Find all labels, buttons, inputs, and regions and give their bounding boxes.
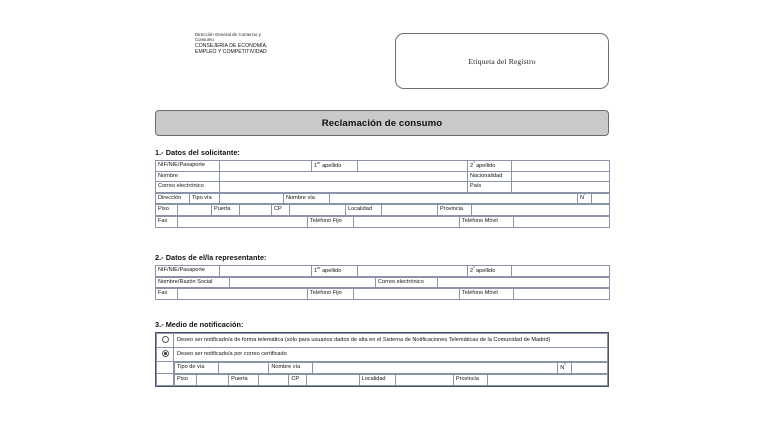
label-primer-apellido: 1er apellido bbox=[312, 161, 358, 172]
org-line-2: Consumo bbox=[195, 37, 214, 43]
label-notif-puerta: Puerta bbox=[229, 374, 259, 385]
label-nombre: Nombre bbox=[156, 171, 220, 182]
notification-address-row-2 bbox=[157, 374, 608, 386]
field-rep-nif[interactable] bbox=[220, 266, 312, 277]
radio-telematica-icon[interactable] bbox=[162, 336, 169, 343]
field-notif-cp[interactable] bbox=[307, 374, 359, 385]
field-numero[interactable] bbox=[592, 193, 610, 204]
table-row bbox=[156, 266, 610, 277]
field-telefono-movil[interactable] bbox=[514, 216, 610, 227]
field-segundo-apellido[interactable] bbox=[512, 161, 610, 172]
section-medio-notificacion bbox=[155, 320, 609, 387]
label-fax: Fax bbox=[156, 216, 178, 227]
field-rep-telefono-fijo[interactable] bbox=[354, 289, 460, 300]
field-pais[interactable] bbox=[512, 182, 610, 193]
notification-address-row-1 bbox=[157, 362, 608, 374]
section3-address-table-2 bbox=[174, 374, 608, 386]
label-telefono-movil: Teléfono Móvil bbox=[460, 216, 514, 227]
section-datos-representante bbox=[155, 253, 609, 300]
table-row bbox=[156, 216, 610, 227]
notification-option-correo-row[interactable] bbox=[157, 348, 608, 362]
table-row bbox=[156, 193, 610, 204]
radio-cell-correo[interactable] bbox=[157, 348, 174, 362]
label-piso: Piso bbox=[156, 205, 178, 216]
org-line-3: CONSEJERÍA DE ECONOMÍA, bbox=[195, 42, 268, 49]
field-rep-segundo-apellido[interactable] bbox=[512, 266, 610, 277]
field-cp[interactable] bbox=[290, 205, 346, 216]
field-rep-primer-apellido[interactable] bbox=[358, 266, 468, 277]
field-notif-piso[interactable] bbox=[197, 374, 229, 385]
label-nif: NIF/NIE/Pasaporte bbox=[156, 161, 220, 172]
label-correo-electronico: Correo electrónico bbox=[156, 182, 220, 193]
label-rep-segundo-apellido: $2^º$ apellido bbox=[468, 266, 512, 277]
label-rep-fax: Fax bbox=[156, 289, 178, 300]
org-line-1: Dirección General de Comercio y bbox=[195, 32, 262, 37]
field-tipo-via[interactable] bbox=[220, 193, 284, 204]
field-rep-correo[interactable] bbox=[438, 277, 610, 288]
label-rep-correo: Correo electrónico bbox=[376, 277, 438, 288]
document-header bbox=[155, 0, 611, 106]
label-notif-piso: Piso bbox=[175, 374, 197, 385]
label-rep-nif: NIF/NIE/Pasaporte bbox=[156, 266, 220, 277]
label-rep-primer-apellido: 1er apellido bbox=[312, 266, 358, 277]
organization-block bbox=[195, 32, 325, 55]
label-cp: CP bbox=[272, 205, 290, 216]
field-nombre[interactable] bbox=[220, 171, 468, 182]
label-rep-telefono-movil: Teléfono Móvil bbox=[460, 289, 514, 300]
form-title-banner bbox=[155, 110, 609, 136]
org-line-4: EMPLEO Y COMPETITIVIDAD bbox=[195, 48, 267, 55]
section1-table bbox=[155, 160, 610, 193]
field-rep-nombre-razon[interactable] bbox=[230, 277, 376, 288]
field-nif[interactable] bbox=[220, 161, 312, 172]
notification-options-box bbox=[155, 332, 609, 387]
label-tipo-via: Tipo vía bbox=[190, 193, 220, 204]
label-notif-cp: CP bbox=[289, 374, 307, 385]
section3-heading: 3.- Medio de notificación: bbox=[155, 320, 244, 329]
label-telefono-fijo: Teléfono Fijo bbox=[308, 216, 354, 227]
field-piso[interactable] bbox=[178, 205, 212, 216]
address-cell-2 bbox=[174, 374, 608, 386]
section1-contact-table bbox=[155, 216, 610, 228]
indent-spacer-2 bbox=[157, 374, 174, 386]
field-notif-localidad[interactable] bbox=[395, 374, 453, 385]
form-document bbox=[155, 0, 611, 382]
label-provincia: Provincia bbox=[438, 205, 472, 216]
notification-table bbox=[156, 333, 608, 386]
field-notif-puerta[interactable] bbox=[259, 374, 289, 385]
label-numero: $N^º$ bbox=[578, 193, 592, 204]
section2-name-table bbox=[155, 277, 610, 289]
label-puerta: Puerta bbox=[212, 205, 240, 216]
table-row bbox=[156, 161, 610, 172]
field-fax[interactable] bbox=[178, 216, 308, 227]
field-puerta[interactable] bbox=[240, 205, 272, 216]
label-rep-telefono-fijo: Teléfono Fijo bbox=[308, 289, 354, 300]
notification-option-correo-label: Deseo ser notificado/a por correo certificado bbox=[174, 348, 608, 362]
indent-spacer-1 bbox=[157, 362, 174, 374]
section1-address-table bbox=[155, 193, 610, 205]
section3-address-table bbox=[174, 362, 608, 374]
table-row bbox=[156, 205, 610, 216]
radio-correo-icon[interactable] bbox=[162, 350, 169, 357]
table-row bbox=[175, 374, 608, 385]
registry-stamp-box bbox=[395, 33, 609, 89]
field-provincia[interactable] bbox=[472, 205, 610, 216]
address-cell-1 bbox=[174, 362, 608, 374]
section2-heading: 2.- Datos de el/la representante: bbox=[155, 253, 267, 262]
table-row bbox=[156, 171, 610, 182]
section2-table bbox=[155, 265, 610, 277]
field-notif-tipo-de-via[interactable] bbox=[219, 363, 269, 374]
label-rep-nombre-razon: Nombre/Razón Social bbox=[156, 277, 230, 288]
table-row bbox=[156, 277, 610, 288]
page-title: Reclamación de consumo bbox=[321, 117, 443, 129]
label-nombre-via: Nombre vía bbox=[284, 193, 330, 204]
table-row bbox=[175, 363, 608, 374]
section-datos-solicitante bbox=[155, 148, 609, 228]
field-notif-numero[interactable] bbox=[572, 363, 607, 374]
label-notif-numero: $N^º$ bbox=[558, 363, 572, 374]
section2-contact-table bbox=[155, 288, 610, 300]
registry-stamp-label: Etiqueta del Registro bbox=[468, 56, 536, 66]
radio-cell-telematica[interactable] bbox=[157, 334, 174, 348]
field-nombre-via[interactable] bbox=[330, 193, 578, 204]
label-direccion: Dirección bbox=[156, 193, 190, 204]
field-nacionalidad[interactable] bbox=[512, 171, 610, 182]
section1-heading: 1.- Datos del solicitante: bbox=[155, 148, 240, 157]
label-pais: País bbox=[468, 182, 512, 193]
label-localidad: Localidad bbox=[346, 205, 382, 216]
field-localidad[interactable] bbox=[382, 205, 438, 216]
section1-address-table-2 bbox=[155, 204, 610, 216]
label-notif-provincia: Provincia bbox=[453, 374, 487, 385]
table-row bbox=[156, 289, 610, 300]
field-correo-electronico[interactable] bbox=[220, 182, 468, 193]
field-rep-fax[interactable] bbox=[178, 289, 308, 300]
table-row bbox=[156, 182, 610, 193]
label-notif-nombre-via: Nombre vía bbox=[269, 363, 313, 374]
field-notif-nombre-via[interactable] bbox=[313, 363, 558, 374]
label-nacionalidad: Nacionalidad bbox=[468, 171, 512, 182]
field-notif-provincia[interactable] bbox=[488, 374, 607, 385]
label-notif-localidad: Localidad bbox=[359, 374, 395, 385]
field-primer-apellido[interactable] bbox=[358, 161, 468, 172]
label-notif-tipo-de-via: Tipo de vía bbox=[175, 363, 219, 374]
label-segundo-apellido: $2^º$ apellido bbox=[468, 161, 512, 172]
field-rep-telefono-movil[interactable] bbox=[514, 289, 610, 300]
notification-option-telematica-row[interactable] bbox=[157, 334, 608, 348]
field-telefono-fijo[interactable] bbox=[354, 216, 460, 227]
notification-option-telematica-label: Deseo ser notificado/a de forma telemática (sólo para usuarios dados de alta en el Sistema de Notificaciones Telemáticas de la Comunidad de Madrid) bbox=[174, 334, 608, 348]
